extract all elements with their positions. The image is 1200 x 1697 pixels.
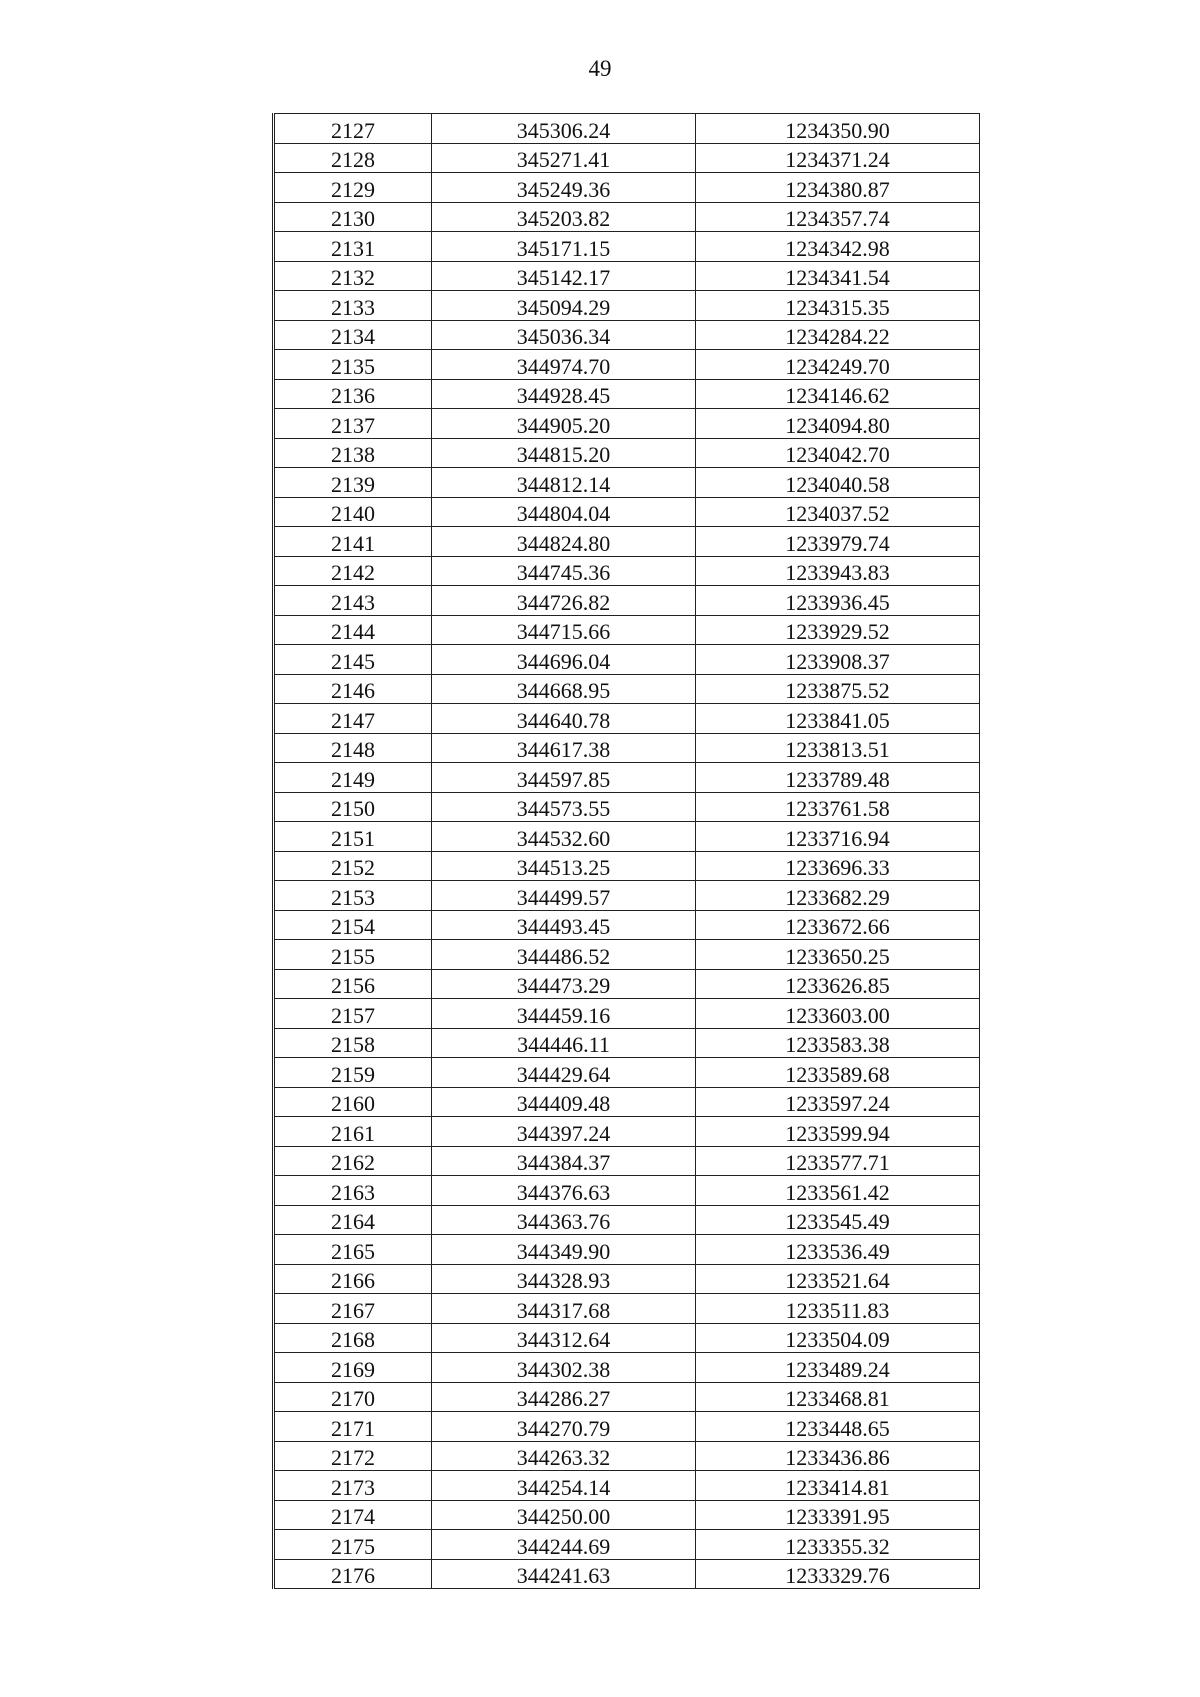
y-coordinate-cell: 1234342.98: [696, 232, 980, 262]
x-coordinate-cell: 344804.04: [432, 497, 696, 527]
y-coordinate-cell: 1234042.70: [696, 438, 980, 468]
y-coordinate-cell: 1233577.71: [696, 1146, 980, 1176]
table-row: [274, 733, 980, 763]
table-row: [274, 114, 980, 144]
point-number-cell: 2132: [274, 261, 432, 291]
x-coordinate-cell: 344905.20: [432, 409, 696, 439]
point-number-cell: 2163: [274, 1176, 432, 1206]
y-coordinate-cell: 1233511.83: [696, 1294, 980, 1324]
table-row: [274, 143, 980, 173]
page-number: 49: [588, 56, 612, 81]
y-coordinate-cell: 1233597.24: [696, 1087, 980, 1117]
x-coordinate-cell: 345306.24: [432, 114, 696, 144]
x-coordinate-cell: 344640.78: [432, 704, 696, 734]
table-row: [274, 1028, 980, 1058]
table-row: [274, 674, 980, 704]
table-row: [274, 645, 980, 675]
y-coordinate-cell: 1234094.80: [696, 409, 980, 439]
y-coordinate-cell: 1233875.52: [696, 674, 980, 704]
point-number-cell: 2128: [274, 143, 432, 173]
table-row: [274, 1500, 980, 1530]
x-coordinate-cell: 344384.37: [432, 1146, 696, 1176]
x-coordinate-cell: 344459.16: [432, 999, 696, 1029]
point-number-cell: 2164: [274, 1205, 432, 1235]
table-row: [274, 261, 980, 291]
point-number-cell: 2169: [274, 1353, 432, 1383]
table-row: [274, 822, 980, 852]
x-coordinate-cell: 344715.66: [432, 615, 696, 645]
x-coordinate-cell: 344286.27: [432, 1382, 696, 1412]
point-number-cell: 2129: [274, 173, 432, 203]
table-row: [274, 556, 980, 586]
table-row: [274, 763, 980, 793]
point-number-cell: 2172: [274, 1441, 432, 1471]
point-number-cell: 2149: [274, 763, 432, 793]
y-coordinate-cell: 1233436.86: [696, 1441, 980, 1471]
point-number-cell: 2165: [274, 1235, 432, 1265]
table-row: [274, 1058, 980, 1088]
y-coordinate-cell: 1233908.37: [696, 645, 980, 675]
x-coordinate-cell: 345142.17: [432, 261, 696, 291]
y-coordinate-cell: 1233603.00: [696, 999, 980, 1029]
table-row: [274, 1176, 980, 1206]
x-coordinate-cell: 344824.80: [432, 527, 696, 557]
point-number-cell: 2171: [274, 1412, 432, 1442]
x-coordinate-cell: 344696.04: [432, 645, 696, 675]
y-coordinate-cell: 1233599.94: [696, 1117, 980, 1147]
point-number-cell: 2140: [274, 497, 432, 527]
x-coordinate-cell: 345094.29: [432, 291, 696, 321]
point-number-cell: 2144: [274, 615, 432, 645]
y-coordinate-cell: 1233626.85: [696, 969, 980, 999]
table-row: [274, 1294, 980, 1324]
point-number-cell: 2150: [274, 792, 432, 822]
point-number-cell: 2158: [274, 1028, 432, 1058]
y-coordinate-cell: 1234040.58: [696, 468, 980, 498]
table-row: [274, 1117, 980, 1147]
y-coordinate-cell: 1233489.24: [696, 1353, 980, 1383]
table-row: [274, 1353, 980, 1383]
x-coordinate-cell: 344349.90: [432, 1235, 696, 1265]
point-number-cell: 2152: [274, 851, 432, 881]
table-row: [274, 379, 980, 409]
point-number-cell: 2159: [274, 1058, 432, 1088]
x-coordinate-cell: 344317.68: [432, 1294, 696, 1324]
point-number-cell: 2157: [274, 999, 432, 1029]
x-coordinate-cell: 344486.52: [432, 940, 696, 970]
point-number-cell: 2142: [274, 556, 432, 586]
x-coordinate-cell: 344815.20: [432, 438, 696, 468]
point-number-cell: 2146: [274, 674, 432, 704]
x-coordinate-cell: 344254.14: [432, 1471, 696, 1501]
table-row: [274, 1559, 980, 1589]
table-row: [274, 910, 980, 940]
point-number-cell: 2137: [274, 409, 432, 439]
x-coordinate-cell: 344376.63: [432, 1176, 696, 1206]
table-row: [274, 704, 980, 734]
x-coordinate-cell: 344446.11: [432, 1028, 696, 1058]
table-row: [274, 881, 980, 911]
x-coordinate-cell: 344532.60: [432, 822, 696, 852]
table-row: [274, 409, 980, 439]
y-coordinate-cell: 1233448.65: [696, 1412, 980, 1442]
point-number-cell: 2147: [274, 704, 432, 734]
y-coordinate-cell: 1234341.54: [696, 261, 980, 291]
x-coordinate-cell: 344473.29: [432, 969, 696, 999]
table-row: [274, 1530, 980, 1560]
table-row: [274, 1087, 980, 1117]
x-coordinate-cell: 344726.82: [432, 586, 696, 616]
x-coordinate-cell: 344263.32: [432, 1441, 696, 1471]
point-number-cell: 2162: [274, 1146, 432, 1176]
y-coordinate-cell: 1233789.48: [696, 763, 980, 793]
y-coordinate-cell: 1233761.58: [696, 792, 980, 822]
table-row: [274, 1146, 980, 1176]
table-row: [274, 615, 980, 645]
y-coordinate-cell: 1233696.33: [696, 851, 980, 881]
y-coordinate-cell: 1233329.76: [696, 1559, 980, 1589]
y-coordinate-cell: 1233536.49: [696, 1235, 980, 1265]
point-number-cell: 2141: [274, 527, 432, 557]
x-coordinate-cell: 344668.95: [432, 674, 696, 704]
table-row: [274, 438, 980, 468]
point-number-cell: 2130: [274, 202, 432, 232]
table-row: [274, 586, 980, 616]
table-row: [274, 969, 980, 999]
y-coordinate-cell: 1234146.62: [696, 379, 980, 409]
table-row: [274, 468, 980, 498]
point-number-cell: 2176: [274, 1559, 432, 1589]
x-coordinate-cell: 345171.15: [432, 232, 696, 262]
x-coordinate-cell: 344499.57: [432, 881, 696, 911]
point-number-cell: 2143: [274, 586, 432, 616]
x-coordinate-cell: 344409.48: [432, 1087, 696, 1117]
y-coordinate-cell: 1233355.32: [696, 1530, 980, 1560]
y-coordinate-cell: 1233468.81: [696, 1382, 980, 1412]
x-coordinate-cell: 345249.36: [432, 173, 696, 203]
y-coordinate-cell: 1233504.09: [696, 1323, 980, 1353]
y-coordinate-cell: 1234350.90: [696, 114, 980, 144]
x-coordinate-cell: 344745.36: [432, 556, 696, 586]
x-coordinate-cell: 344244.69: [432, 1530, 696, 1560]
x-coordinate-cell: 344328.93: [432, 1264, 696, 1294]
x-coordinate-cell: 344312.64: [432, 1323, 696, 1353]
y-coordinate-cell: 1233716.94: [696, 822, 980, 852]
y-coordinate-cell: 1233521.64: [696, 1264, 980, 1294]
x-coordinate-cell: 344597.85: [432, 763, 696, 793]
table-row: [274, 1412, 980, 1442]
point-number-cell: 2155: [274, 940, 432, 970]
x-coordinate-cell: 344513.25: [432, 851, 696, 881]
y-coordinate-cell: 1233672.66: [696, 910, 980, 940]
y-coordinate-cell: 1234315.35: [696, 291, 980, 321]
x-coordinate-cell: 344928.45: [432, 379, 696, 409]
y-coordinate-cell: 1234380.87: [696, 173, 980, 203]
table-row: [274, 232, 980, 262]
table-row: [274, 1205, 980, 1235]
coordinate-table-body: [274, 114, 980, 1589]
table-row: [274, 1323, 980, 1353]
point-number-cell: 2175: [274, 1530, 432, 1560]
point-number-cell: 2135: [274, 350, 432, 380]
y-coordinate-cell: 1233414.81: [696, 1471, 980, 1501]
point-number-cell: 2151: [274, 822, 432, 852]
table-row: [274, 350, 980, 380]
point-number-cell: 2153: [274, 881, 432, 911]
x-coordinate-cell: 344250.00: [432, 1500, 696, 1530]
table-row: [274, 1264, 980, 1294]
point-number-cell: 2174: [274, 1500, 432, 1530]
table-row: [274, 291, 980, 321]
y-coordinate-cell: 1234357.74: [696, 202, 980, 232]
y-coordinate-cell: 1233979.74: [696, 527, 980, 557]
point-number-cell: 2133: [274, 291, 432, 321]
table-row: [274, 1441, 980, 1471]
point-number-cell: 2168: [274, 1323, 432, 1353]
x-coordinate-cell: 344493.45: [432, 910, 696, 940]
point-number-cell: 2139: [274, 468, 432, 498]
x-coordinate-cell: 344573.55: [432, 792, 696, 822]
x-coordinate-cell: 344812.14: [432, 468, 696, 498]
y-coordinate-cell: 1233561.42: [696, 1176, 980, 1206]
point-number-cell: 2136: [274, 379, 432, 409]
point-number-cell: 2161: [274, 1117, 432, 1147]
point-number-cell: 2145: [274, 645, 432, 675]
x-coordinate-cell: 344617.38: [432, 733, 696, 763]
x-coordinate-cell: 344974.70: [432, 350, 696, 380]
table-row: [274, 851, 980, 881]
x-coordinate-cell: 345203.82: [432, 202, 696, 232]
table-row: [274, 173, 980, 203]
table-row: [274, 1382, 980, 1412]
x-coordinate-cell: 345271.41: [432, 143, 696, 173]
x-coordinate-cell: 344363.76: [432, 1205, 696, 1235]
y-coordinate-cell: 1233943.83: [696, 556, 980, 586]
coordinate-table: [272, 113, 980, 1589]
table-row: [274, 527, 980, 557]
x-coordinate-cell: 344270.79: [432, 1412, 696, 1442]
point-number-cell: 2170: [274, 1382, 432, 1412]
table-row: [274, 940, 980, 970]
table-row: [274, 320, 980, 350]
x-coordinate-cell: 345036.34: [432, 320, 696, 350]
y-coordinate-cell: 1233682.29: [696, 881, 980, 911]
point-number-cell: 2160: [274, 1087, 432, 1117]
table-row: [274, 999, 980, 1029]
x-coordinate-cell: 344397.24: [432, 1117, 696, 1147]
point-number-cell: 2167: [274, 1294, 432, 1324]
y-coordinate-cell: 1233936.45: [696, 586, 980, 616]
x-coordinate-cell: 344302.38: [432, 1353, 696, 1383]
point-number-cell: 2148: [274, 733, 432, 763]
point-number-cell: 2134: [274, 320, 432, 350]
point-number-cell: 2127: [274, 114, 432, 144]
y-coordinate-cell: 1233813.51: [696, 733, 980, 763]
table-row: [274, 1471, 980, 1501]
point-number-cell: 2131: [274, 232, 432, 262]
y-coordinate-cell: 1234371.24: [696, 143, 980, 173]
y-coordinate-cell: 1233589.68: [696, 1058, 980, 1088]
point-number-cell: 2166: [274, 1264, 432, 1294]
y-coordinate-cell: 1234037.52: [696, 497, 980, 527]
y-coordinate-cell: 1233583.38: [696, 1028, 980, 1058]
point-number-cell: 2173: [274, 1471, 432, 1501]
x-coordinate-cell: 344429.64: [432, 1058, 696, 1088]
y-coordinate-cell: 1233650.25: [696, 940, 980, 970]
point-number-cell: 2156: [274, 969, 432, 999]
y-coordinate-cell: 1234249.70: [696, 350, 980, 380]
y-coordinate-cell: 1233841.05: [696, 704, 980, 734]
y-coordinate-cell: 1233391.95: [696, 1500, 980, 1530]
y-coordinate-cell: 1233929.52: [696, 615, 980, 645]
point-number-cell: 2154: [274, 910, 432, 940]
y-coordinate-cell: 1233545.49: [696, 1205, 980, 1235]
table-row: [274, 792, 980, 822]
y-coordinate-cell: 1234284.22: [696, 320, 980, 350]
point-number-cell: 2138: [274, 438, 432, 468]
table-row: [274, 1235, 980, 1265]
table-row: [274, 497, 980, 527]
table-row: [274, 202, 980, 232]
x-coordinate-cell: 344241.63: [432, 1559, 696, 1589]
